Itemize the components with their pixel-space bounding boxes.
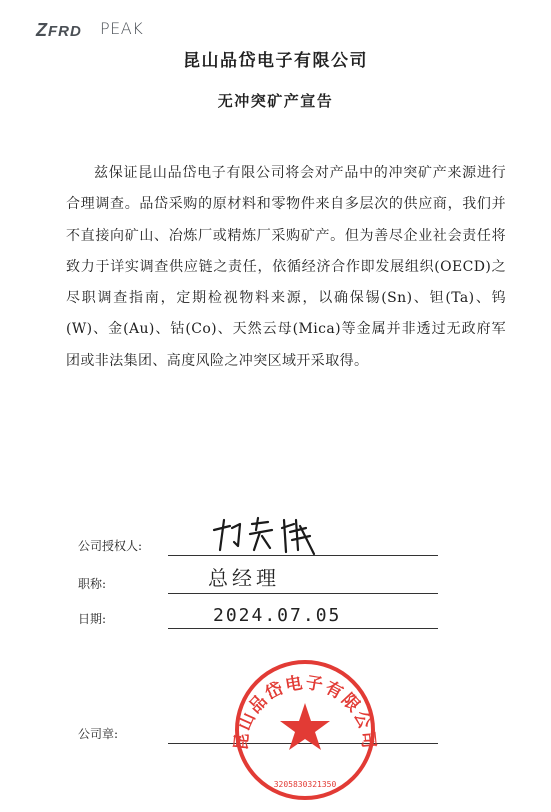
company-stamp	[230, 655, 380, 805]
company-title: 昆山品岱电子有限公司	[183, 51, 368, 71]
stamp-company-name: 昆山品岱电子有限公司	[231, 673, 379, 752]
handwritten-signature	[210, 510, 330, 558]
date-row	[78, 605, 448, 629]
position-label: 职称:	[78, 577, 107, 591]
stamp-star-icon	[280, 703, 330, 750]
position-value: 总经理	[208, 566, 280, 590]
frd-logo: ZFRD	[36, 20, 82, 40]
company-logos	[36, 20, 156, 46]
date-line	[168, 628, 438, 629]
authorized-person-label: 公司授权人:	[78, 539, 143, 553]
declaration-body: 兹保证昆山品岱电子有限公司将会对产品中的冲突矿产来源进行合理调查。品岱采购的原材料和零物件来自多层次的供应商，我们并不直接向矿山、冶炼厂或精炼厂采购矿产。但为善尽企业社会责任将致力于详实调查供应链之责任，依循经济合作即发展组织(OECD)之尽职调查指南，定期检视物料来源，以确保锡(Sn)、钽(Ta)、钨(W)、金(Au)、钴(Co)、天然云母(Mica)等金属并非透过无政府军团或非法集团、高度风险之冲突区域开采取得。	[66, 165, 506, 369]
position-line	[168, 593, 438, 594]
date-label: 日期:	[78, 612, 107, 626]
peak-logo: PEAK	[100, 19, 144, 38]
stamp-registration-number: 3205830321350	[273, 780, 337, 789]
seal-label: 公司章:	[78, 727, 119, 741]
document-title: 无冲突矿产宣告	[217, 92, 334, 110]
position-row	[78, 566, 448, 594]
date-value: 2024.07.05	[213, 605, 342, 626]
